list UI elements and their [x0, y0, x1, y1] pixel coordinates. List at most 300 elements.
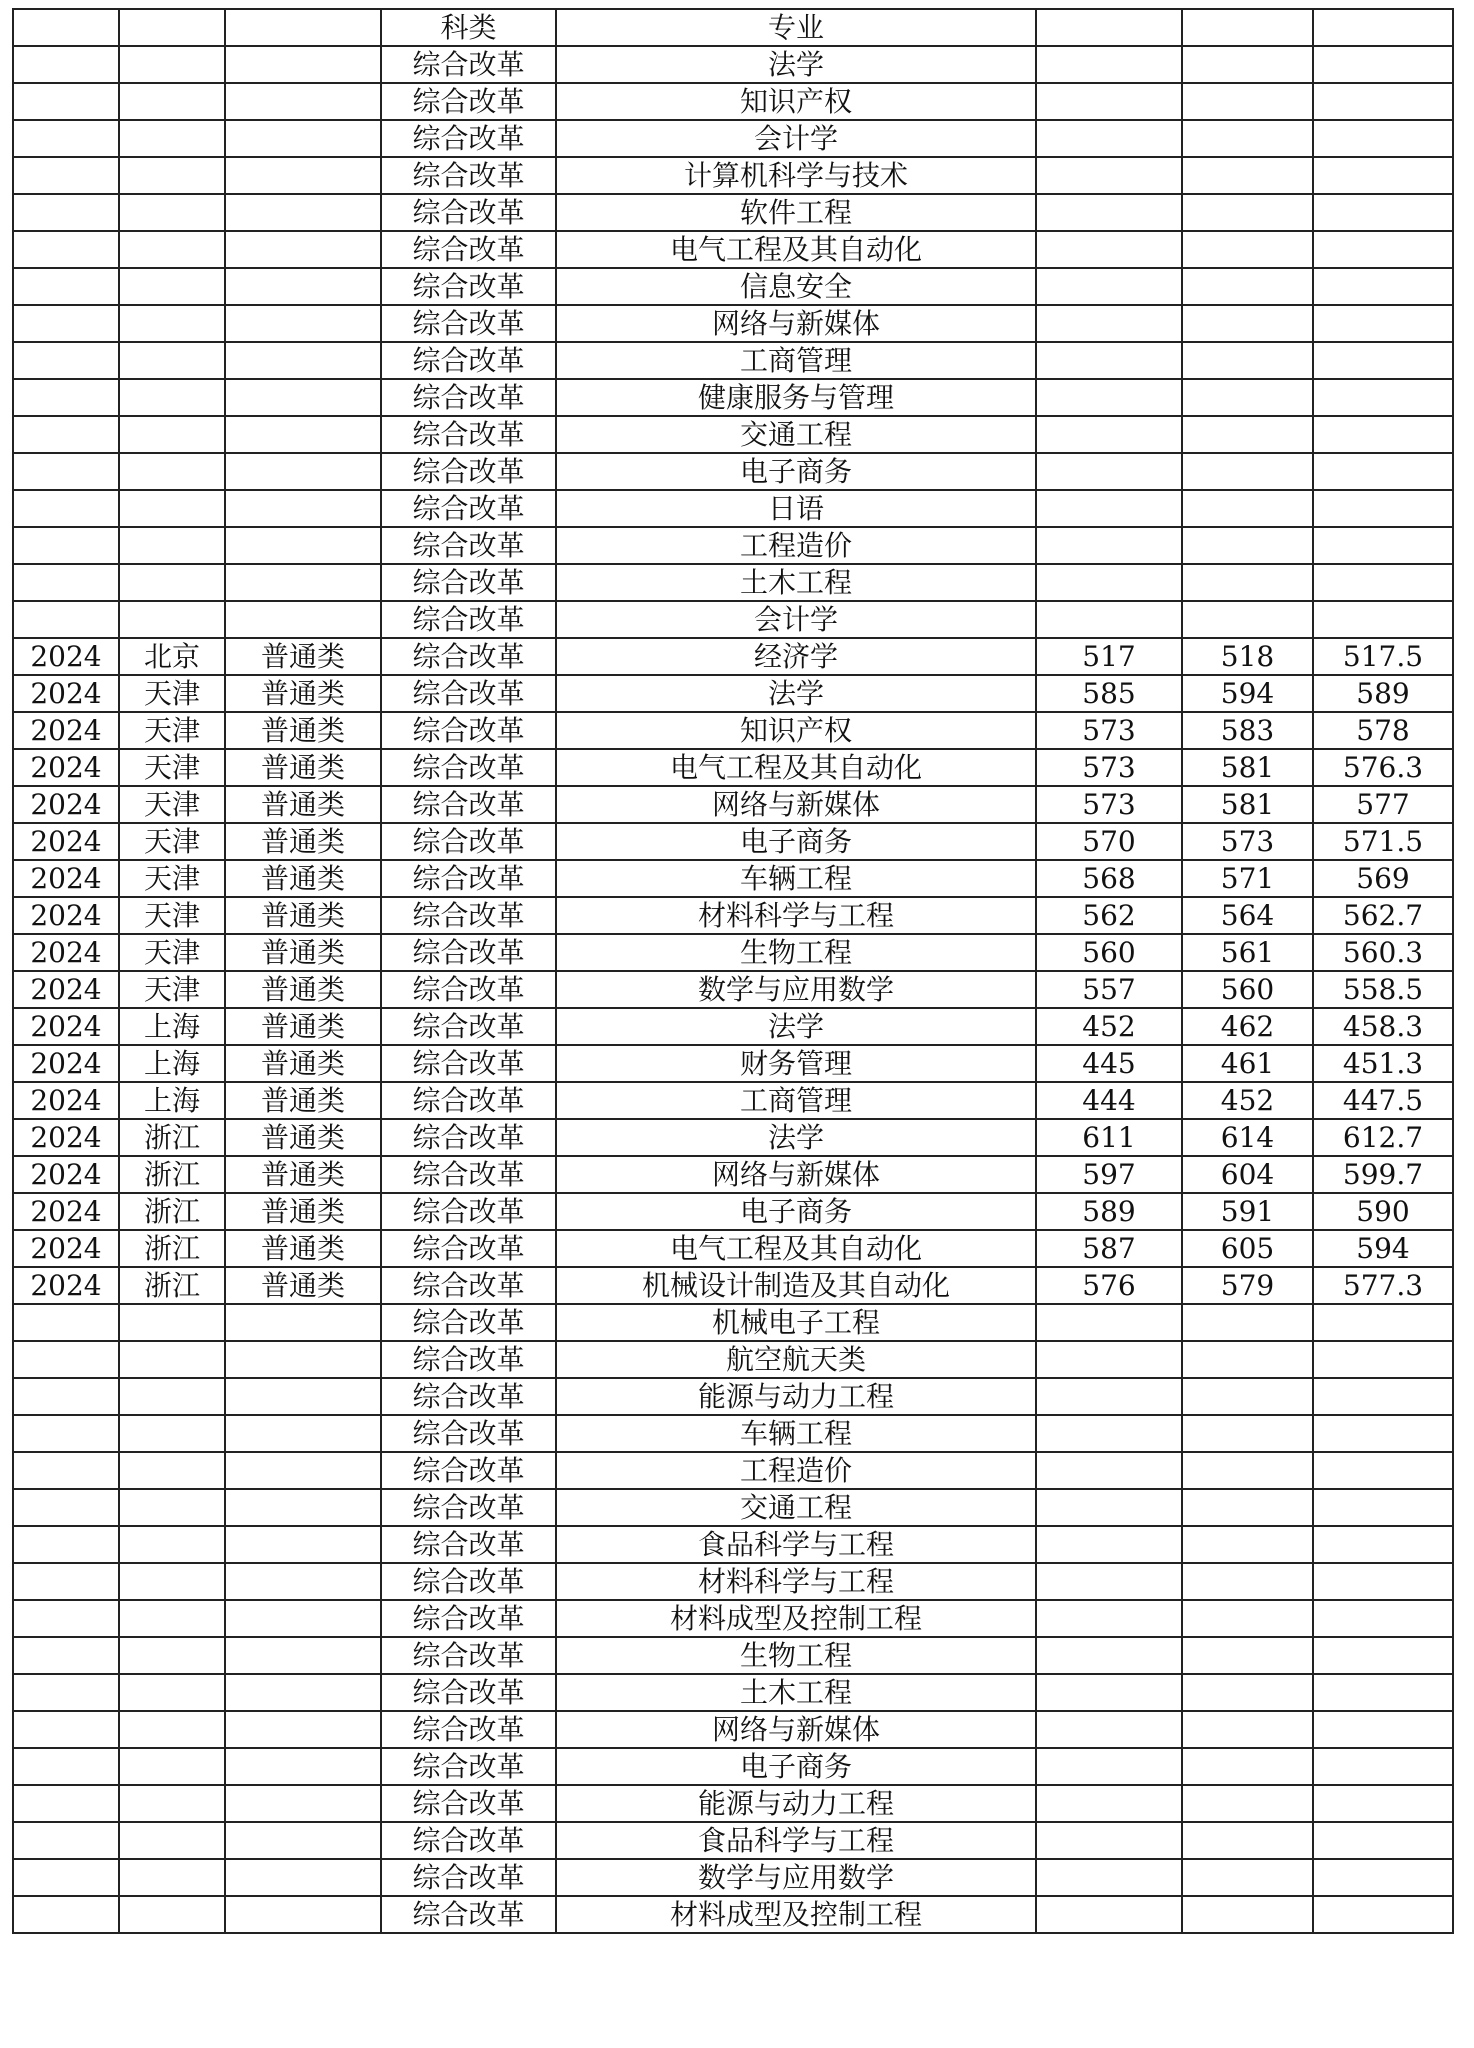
table-row — [13, 749, 1453, 786]
type-cell — [225, 1674, 381, 1711]
min-score-cell — [1036, 120, 1182, 157]
subject-cell: 综合改革 — [381, 231, 556, 268]
avg-score-cell — [1313, 1785, 1453, 1822]
avg-score-cell — [1313, 157, 1453, 194]
year-cell — [13, 1378, 119, 1415]
subject-cell: 综合改革 — [381, 1785, 556, 1822]
min-score-cell: 573 — [1036, 712, 1182, 749]
major-cell: 工商管理 — [556, 342, 1036, 379]
min-score-cell: 444 — [1036, 1082, 1182, 1119]
type-cell — [225, 1637, 381, 1674]
max-score-cell: 462 — [1182, 1008, 1313, 1045]
subject-cell: 综合改革 — [381, 1563, 556, 1600]
subject-cell: 综合改革 — [381, 1637, 556, 1674]
year-cell — [13, 490, 119, 527]
year-cell: 2024 — [13, 971, 119, 1008]
year-cell: 2024 — [13, 1008, 119, 1045]
avg-score-cell — [1313, 1489, 1453, 1526]
table-row — [13, 1563, 1453, 1600]
min-score-cell: 585 — [1036, 675, 1182, 712]
major-cell: 法学 — [556, 675, 1036, 712]
year-cell — [13, 379, 119, 416]
min-score-cell — [1036, 342, 1182, 379]
subject-cell: 综合改革 — [381, 453, 556, 490]
year-cell — [13, 1674, 119, 1711]
major-cell: 工商管理 — [556, 1082, 1036, 1119]
table-row — [13, 971, 1453, 1008]
avg-score-cell — [1313, 1563, 1453, 1600]
max-score-cell: 571 — [1182, 860, 1313, 897]
year-cell — [13, 1415, 119, 1452]
subject-cell: 综合改革 — [381, 305, 556, 342]
subject-cell: 综合改革 — [381, 1859, 556, 1896]
province-cell — [119, 564, 225, 601]
year-cell — [13, 1785, 119, 1822]
type-cell: 普通类 — [225, 934, 381, 971]
min-score-cell: 576 — [1036, 1267, 1182, 1304]
major-cell: 会计学 — [556, 120, 1036, 157]
max-score-cell — [1182, 231, 1313, 268]
province-cell: 北京 — [119, 638, 225, 675]
table-row — [13, 1378, 1453, 1415]
avg-score-cell — [1313, 1600, 1453, 1637]
avg-score-cell — [1313, 416, 1453, 453]
table-row — [13, 46, 1453, 83]
province-cell — [119, 1452, 225, 1489]
max-score-cell — [1182, 268, 1313, 305]
table-row — [13, 712, 1453, 749]
min-score-cell — [1036, 46, 1182, 83]
table-row — [13, 1304, 1453, 1341]
table-row — [13, 379, 1453, 416]
year-cell — [13, 1637, 119, 1674]
type-cell — [225, 1304, 381, 1341]
type-cell — [225, 1896, 381, 1933]
major-cell: 法学 — [556, 1008, 1036, 1045]
subject-cell: 综合改革 — [381, 712, 556, 749]
year-cell: 2024 — [13, 786, 119, 823]
subject-cell: 综合改革 — [381, 157, 556, 194]
table-row — [13, 453, 1453, 490]
province-cell: 上海 — [119, 1082, 225, 1119]
avg-score-cell — [1313, 453, 1453, 490]
subject-cell: 综合改革 — [381, 638, 556, 675]
province-cell — [119, 1859, 225, 1896]
avg-score-cell — [1313, 1304, 1453, 1341]
min-score-cell — [1036, 1859, 1182, 1896]
max-score-cell — [1182, 416, 1313, 453]
max-score-cell — [1182, 490, 1313, 527]
avg-score-cell: 571.5 — [1313, 823, 1453, 860]
major-cell: 车辆工程 — [556, 860, 1036, 897]
year-cell — [13, 1489, 119, 1526]
max-score-cell — [1182, 601, 1313, 638]
min-score-cell — [1036, 416, 1182, 453]
type-cell — [225, 83, 381, 120]
min-score-cell — [1036, 305, 1182, 342]
min-score-cell: 587 — [1036, 1230, 1182, 1267]
major-cell: 土木工程 — [556, 1674, 1036, 1711]
subject-cell: 综合改革 — [381, 1415, 556, 1452]
avg-score-cell — [1313, 1748, 1453, 1785]
min-score-cell — [1036, 1822, 1182, 1859]
province-cell — [119, 231, 225, 268]
min-score-cell: 570 — [1036, 823, 1182, 860]
year-cell — [13, 46, 119, 83]
table-row — [13, 897, 1453, 934]
province-cell: 天津 — [119, 823, 225, 860]
min-score-cell — [1036, 1674, 1182, 1711]
year-cell — [13, 157, 119, 194]
table-row — [13, 1119, 1453, 1156]
year-cell — [13, 1822, 119, 1859]
min-score-cell — [1036, 1452, 1182, 1489]
type-cell — [225, 268, 381, 305]
avg-score-cell — [1313, 342, 1453, 379]
province-cell — [119, 157, 225, 194]
subject-cell: 综合改革 — [381, 601, 556, 638]
subject-cell: 综合改革 — [381, 934, 556, 971]
min-score-cell: 445 — [1036, 1045, 1182, 1082]
major-cell: 航空航天类 — [556, 1341, 1036, 1378]
year-cell — [13, 1711, 119, 1748]
header-row — [13, 9, 1453, 46]
avg-score-cell — [1313, 1674, 1453, 1711]
subject-cell: 综合改革 — [381, 1156, 556, 1193]
major-cell: 机械设计制造及其自动化 — [556, 1267, 1036, 1304]
table-row — [13, 194, 1453, 231]
major-cell: 法学 — [556, 46, 1036, 83]
type-cell — [225, 1452, 381, 1489]
type-cell: 普通类 — [225, 1230, 381, 1267]
type-cell: 普通类 — [225, 675, 381, 712]
province-cell — [119, 1748, 225, 1785]
avg-score-cell — [1313, 46, 1453, 83]
year-cell: 2024 — [13, 638, 119, 675]
province-cell: 上海 — [119, 1045, 225, 1082]
max-score-cell — [1182, 1637, 1313, 1674]
table-row — [13, 638, 1453, 675]
table-row — [13, 268, 1453, 305]
major-cell: 材料成型及控制工程 — [556, 1896, 1036, 1933]
year-cell: 2024 — [13, 1193, 119, 1230]
subject-cell: 综合改革 — [381, 786, 556, 823]
subject-cell: 综合改革 — [381, 1526, 556, 1563]
subject-cell: 综合改革 — [381, 1119, 556, 1156]
type-cell: 普通类 — [225, 712, 381, 749]
province-cell — [119, 416, 225, 453]
province-cell: 天津 — [119, 749, 225, 786]
major-cell: 材料科学与工程 — [556, 1563, 1036, 1600]
major-cell: 生物工程 — [556, 934, 1036, 971]
province-cell — [119, 342, 225, 379]
avg-score-cell — [1313, 527, 1453, 564]
avg-score-cell: 577.3 — [1313, 1267, 1453, 1304]
table-row — [13, 1193, 1453, 1230]
major-cell: 机械电子工程 — [556, 1304, 1036, 1341]
min-score-cell — [1036, 1341, 1182, 1378]
type-cell: 普通类 — [225, 1267, 381, 1304]
min-score-cell: 560 — [1036, 934, 1182, 971]
min-score-cell — [1036, 1563, 1182, 1600]
year-cell — [13, 1748, 119, 1785]
year-cell: 2024 — [13, 1119, 119, 1156]
table-row — [13, 231, 1453, 268]
province-cell — [119, 490, 225, 527]
min-score-cell — [1036, 1415, 1182, 1452]
header-cell — [13, 9, 119, 46]
max-score-cell — [1182, 1896, 1313, 1933]
min-score-cell: 573 — [1036, 786, 1182, 823]
year-cell: 2024 — [13, 712, 119, 749]
subject-cell: 综合改革 — [381, 1341, 556, 1378]
major-cell: 数学与应用数学 — [556, 971, 1036, 1008]
avg-score-cell — [1313, 1859, 1453, 1896]
type-cell — [225, 601, 381, 638]
table-row — [13, 83, 1453, 120]
major-cell: 网络与新媒体 — [556, 1711, 1036, 1748]
table-row — [13, 1452, 1453, 1489]
subject-cell: 综合改革 — [381, 490, 556, 527]
province-cell — [119, 83, 225, 120]
major-cell: 电气工程及其自动化 — [556, 1230, 1036, 1267]
max-score-cell — [1182, 1822, 1313, 1859]
table-row — [13, 1045, 1453, 1082]
table-row — [13, 823, 1453, 860]
type-cell — [225, 305, 381, 342]
province-cell — [119, 194, 225, 231]
max-score-cell: 564 — [1182, 897, 1313, 934]
subject-cell: 综合改革 — [381, 1193, 556, 1230]
year-cell — [13, 231, 119, 268]
major-cell: 电子商务 — [556, 453, 1036, 490]
max-score-cell — [1182, 453, 1313, 490]
year-cell: 2024 — [13, 823, 119, 860]
type-cell — [225, 157, 381, 194]
province-cell: 天津 — [119, 860, 225, 897]
year-cell: 2024 — [13, 860, 119, 897]
province-cell — [119, 1489, 225, 1526]
major-cell: 材料成型及控制工程 — [556, 1600, 1036, 1637]
subject-cell: 综合改革 — [381, 564, 556, 601]
min-score-cell — [1036, 1748, 1182, 1785]
min-score-cell — [1036, 157, 1182, 194]
major-cell: 工程造价 — [556, 527, 1036, 564]
major-cell: 工程造价 — [556, 1452, 1036, 1489]
max-score-cell: 560 — [1182, 971, 1313, 1008]
avg-score-cell: 576.3 — [1313, 749, 1453, 786]
year-cell: 2024 — [13, 897, 119, 934]
year-cell — [13, 1526, 119, 1563]
table-row — [13, 934, 1453, 971]
max-score-cell — [1182, 1526, 1313, 1563]
subject-cell: 综合改革 — [381, 416, 556, 453]
type-cell — [225, 1785, 381, 1822]
table-row — [13, 342, 1453, 379]
table-row — [13, 157, 1453, 194]
table-row — [13, 601, 1453, 638]
max-score-cell — [1182, 1452, 1313, 1489]
max-score-cell: 579 — [1182, 1267, 1313, 1304]
province-cell: 浙江 — [119, 1119, 225, 1156]
major-cell: 信息安全 — [556, 268, 1036, 305]
score-table — [12, 8, 1454, 1934]
subject-cell: 综合改革 — [381, 1896, 556, 1933]
major-cell: 食品科学与工程 — [556, 1526, 1036, 1563]
major-cell: 计算机科学与技术 — [556, 157, 1036, 194]
max-score-cell — [1182, 342, 1313, 379]
max-score-cell — [1182, 1748, 1313, 1785]
subject-cell: 综合改革 — [381, 527, 556, 564]
header-major: 专业 — [556, 9, 1036, 46]
max-score-cell — [1182, 157, 1313, 194]
type-cell — [225, 120, 381, 157]
max-score-cell: 518 — [1182, 638, 1313, 675]
avg-score-cell — [1313, 601, 1453, 638]
year-cell — [13, 1341, 119, 1378]
avg-score-cell — [1313, 1896, 1453, 1933]
min-score-cell — [1036, 1600, 1182, 1637]
table-row — [13, 1156, 1453, 1193]
table-row — [13, 1489, 1453, 1526]
min-score-cell — [1036, 83, 1182, 120]
max-score-cell: 581 — [1182, 749, 1313, 786]
year-cell: 2024 — [13, 934, 119, 971]
table-row — [13, 1230, 1453, 1267]
header-subject: 科类 — [381, 9, 556, 46]
avg-score-cell — [1313, 1822, 1453, 1859]
year-cell — [13, 1600, 119, 1637]
avg-score-cell: 562.7 — [1313, 897, 1453, 934]
max-score-cell: 605 — [1182, 1230, 1313, 1267]
table-row — [13, 527, 1453, 564]
avg-score-cell: 447.5 — [1313, 1082, 1453, 1119]
min-score-cell: 557 — [1036, 971, 1182, 1008]
max-score-cell — [1182, 1600, 1313, 1637]
max-score-cell — [1182, 194, 1313, 231]
year-cell — [13, 83, 119, 120]
subject-cell: 综合改革 — [381, 1082, 556, 1119]
min-score-cell — [1036, 564, 1182, 601]
subject-cell: 综合改革 — [381, 379, 556, 416]
subject-cell: 综合改革 — [381, 749, 556, 786]
province-cell — [119, 46, 225, 83]
subject-cell: 综合改革 — [381, 1748, 556, 1785]
table-row — [13, 416, 1453, 453]
subject-cell: 综合改革 — [381, 1822, 556, 1859]
major-cell: 生物工程 — [556, 1637, 1036, 1674]
min-score-cell — [1036, 1785, 1182, 1822]
min-score-cell — [1036, 453, 1182, 490]
max-score-cell — [1182, 1859, 1313, 1896]
table-row — [13, 1637, 1453, 1674]
year-cell — [13, 305, 119, 342]
type-cell — [225, 1859, 381, 1896]
province-cell — [119, 305, 225, 342]
province-cell: 天津 — [119, 934, 225, 971]
type-cell — [225, 1415, 381, 1452]
type-cell: 普通类 — [225, 638, 381, 675]
avg-score-cell — [1313, 83, 1453, 120]
min-score-cell — [1036, 490, 1182, 527]
type-cell — [225, 379, 381, 416]
min-score-cell — [1036, 1304, 1182, 1341]
type-cell: 普通类 — [225, 1193, 381, 1230]
max-score-cell: 591 — [1182, 1193, 1313, 1230]
max-score-cell — [1182, 564, 1313, 601]
avg-score-cell: 612.7 — [1313, 1119, 1453, 1156]
province-cell — [119, 120, 225, 157]
year-cell: 2024 — [13, 1045, 119, 1082]
type-cell — [225, 453, 381, 490]
avg-score-cell — [1313, 194, 1453, 231]
table-row — [13, 675, 1453, 712]
max-score-cell: 583 — [1182, 712, 1313, 749]
major-cell: 土木工程 — [556, 564, 1036, 601]
province-cell: 天津 — [119, 897, 225, 934]
table-row — [13, 1711, 1453, 1748]
type-cell — [225, 231, 381, 268]
max-score-cell — [1182, 1674, 1313, 1711]
header-cell — [225, 9, 381, 46]
major-cell: 电子商务 — [556, 823, 1036, 860]
max-score-cell: 573 — [1182, 823, 1313, 860]
min-score-cell: 517 — [1036, 638, 1182, 675]
major-cell: 网络与新媒体 — [556, 1156, 1036, 1193]
avg-score-cell — [1313, 490, 1453, 527]
type-cell: 普通类 — [225, 1119, 381, 1156]
subject-cell: 综合改革 — [381, 83, 556, 120]
max-score-cell — [1182, 305, 1313, 342]
max-score-cell: 594 — [1182, 675, 1313, 712]
max-score-cell: 452 — [1182, 1082, 1313, 1119]
province-cell — [119, 379, 225, 416]
header-cell — [119, 9, 225, 46]
max-score-cell: 461 — [1182, 1045, 1313, 1082]
min-score-cell — [1036, 194, 1182, 231]
table-row — [13, 1822, 1453, 1859]
year-cell — [13, 1859, 119, 1896]
avg-score-cell: 594 — [1313, 1230, 1453, 1267]
type-cell: 普通类 — [225, 1156, 381, 1193]
type-cell — [225, 527, 381, 564]
subject-cell: 综合改革 — [381, 1674, 556, 1711]
major-cell: 经济学 — [556, 638, 1036, 675]
major-cell: 网络与新媒体 — [556, 786, 1036, 823]
max-score-cell — [1182, 379, 1313, 416]
year-cell: 2024 — [13, 749, 119, 786]
avg-score-cell: 569 — [1313, 860, 1453, 897]
max-score-cell — [1182, 46, 1313, 83]
major-cell: 交通工程 — [556, 416, 1036, 453]
province-cell — [119, 1822, 225, 1859]
province-cell — [119, 268, 225, 305]
max-score-cell — [1182, 1304, 1313, 1341]
type-cell: 普通类 — [225, 1045, 381, 1082]
major-cell: 电气工程及其自动化 — [556, 231, 1036, 268]
max-score-cell — [1182, 1489, 1313, 1526]
major-cell: 法学 — [556, 1119, 1036, 1156]
year-cell — [13, 1304, 119, 1341]
type-cell — [225, 1489, 381, 1526]
province-cell — [119, 1674, 225, 1711]
year-cell: 2024 — [13, 1267, 119, 1304]
major-cell: 会计学 — [556, 601, 1036, 638]
province-cell: 浙江 — [119, 1156, 225, 1193]
type-cell — [225, 490, 381, 527]
avg-score-cell: 578 — [1313, 712, 1453, 749]
year-cell: 2024 — [13, 1230, 119, 1267]
